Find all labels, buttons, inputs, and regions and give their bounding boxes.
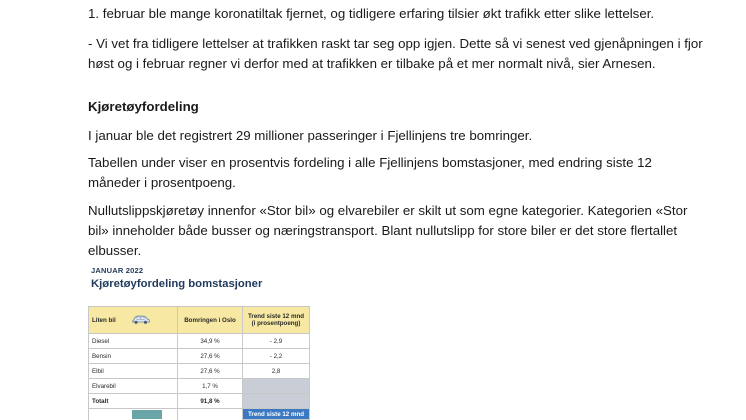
header-col-oslo: Bomringen i Oslo bbox=[178, 307, 243, 334]
distribution-table bbox=[88, 306, 310, 420]
vehicle-distribution-figure bbox=[88, 262, 318, 419]
header-category bbox=[89, 307, 178, 334]
row-share: 34,9 % bbox=[178, 334, 243, 349]
row-label: Elvarebil bbox=[89, 379, 178, 394]
row-trend-empty bbox=[243, 379, 310, 394]
truck-icon bbox=[132, 410, 162, 419]
paragraph-quote-arnesen: - Vi vet fra tidligere lettelser at trafikken raskt tar seg opp igjen. Dette så vi senest ved gjenåpningen i fjor høst og i februar regner vi derfor med at trafikken er tilbake på et mer normalt nivå, sier Arnesen. bbox=[88, 36, 703, 71]
row-share: 27,6 % bbox=[178, 364, 243, 379]
row-label: Diesel bbox=[89, 334, 178, 349]
row-trend: - 2,9 bbox=[243, 334, 310, 349]
header-category-label: Liten bil bbox=[92, 316, 116, 324]
total-trend-empty bbox=[243, 394, 310, 409]
table-row bbox=[89, 364, 310, 379]
table-total-row bbox=[89, 394, 310, 409]
total-label: Totalt bbox=[89, 394, 178, 409]
row-trend: - 2,2 bbox=[243, 349, 310, 364]
next-section-icon-cell bbox=[89, 409, 178, 420]
table-header-row bbox=[89, 307, 310, 334]
header-trend-line2: (i prosentpoeng) bbox=[251, 320, 301, 327]
table-row bbox=[89, 349, 310, 364]
section-heading: Kjøretøyfordeling bbox=[88, 99, 199, 114]
paragraph-passings: I januar ble det registrert 29 millioner passeringer i Fjellinjens tre bomringer. bbox=[88, 128, 533, 143]
next-section-blank bbox=[178, 409, 243, 420]
row-label: Elbil bbox=[89, 364, 178, 379]
row-share: 1,7 % bbox=[178, 379, 243, 394]
row-trend: 2,8 bbox=[243, 364, 310, 379]
table-row bbox=[89, 379, 310, 394]
figure-title: Kjøretøyfordeling bomstasjoner bbox=[91, 278, 263, 290]
table-row bbox=[89, 334, 310, 349]
paragraph-categories: Nullutslippskjøretøy innenfor «Stor bil» og elvarebiler er skilt ut som egne kategorier. Kategorien «Stor bil» inneholder både busser og næringstransport. Blant nullutslipp for store biler er det store flertallet elbusser. bbox=[88, 203, 688, 258]
header-col-trend bbox=[243, 307, 310, 334]
next-section-trend: Trend siste 12 mnd bbox=[243, 409, 310, 420]
paragraph-table-intro: Tabellen under viser en prosentvis fordeling i alle Fjellinjens bomstasjoner, med endring siste 12 måneder i prosentpoeng. bbox=[88, 155, 652, 190]
figure-kicker: JANUAR 2022 bbox=[91, 266, 144, 275]
row-share: 27,6 % bbox=[178, 349, 243, 364]
total-share: 91,8 % bbox=[178, 394, 243, 409]
row-label: Bensin bbox=[89, 349, 178, 364]
paragraph-covid-measures: 1. februar ble mange koronatiltak fjernet, og tidligere erfaring tilsier økt trafikk etter slike lettelser. bbox=[88, 6, 655, 21]
header-trend-line1: Trend siste 12 mnd bbox=[247, 313, 305, 320]
next-section-header-row bbox=[89, 409, 310, 420]
car-icon bbox=[131, 314, 151, 327]
